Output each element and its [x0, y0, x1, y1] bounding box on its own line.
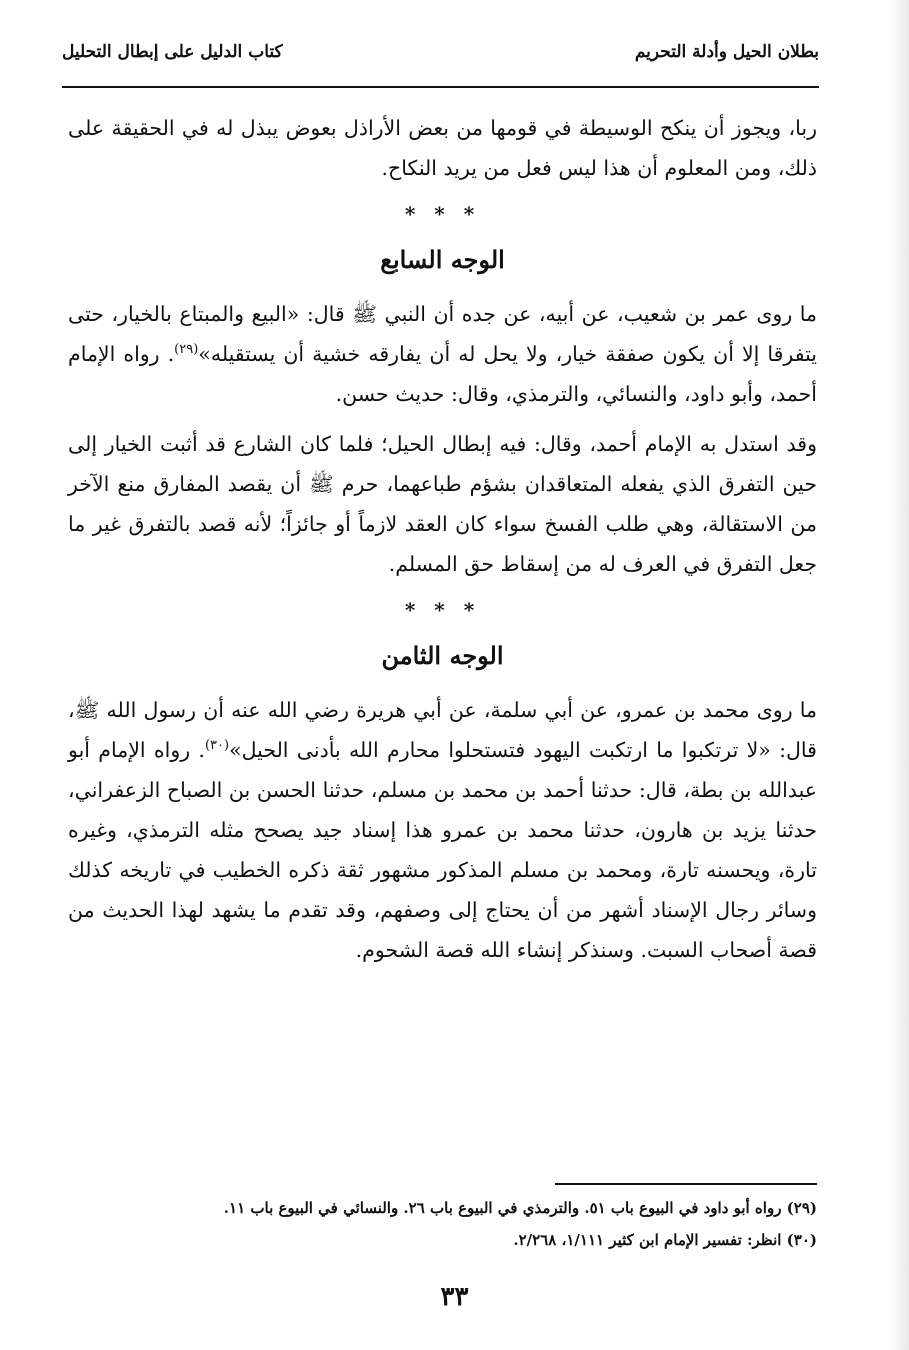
header-rule: [62, 86, 819, 88]
eighth-paragraph-1: [68, 690, 817, 970]
footnote-30: (٣٠) انظر: تفسير الإمام ابن كثير ١/١١١، ٢/٢٦٨.: [513, 1231, 817, 1249]
section-heading-seventh: الوجه السابع: [380, 245, 505, 274]
page-edge-shadow: [891, 0, 909, 1350]
main-text: [68, 108, 817, 970]
footnote-rule: [555, 1183, 817, 1185]
book-title: كتاب الدليل على إبطال التحليل: [62, 42, 283, 62]
hadith-source-30: . رواه الإمام أبو عبدالله بن بطة، قال: حدثنا أحمد بن محمد بن مسلم، حدثنا الحسن بن الصباح الزعفراني، حدثنا يزيد بن هارون، حدثنا محمد بن عمرو هذا إسناد جيد يصحح مثله الترمذي، وغيره تارة، ويحسنه تارة، ومحمد بن مسلم المذكور مشهور ثقة ذكره الخطيب في تاريخه كذلك وسائر رجال الإسناد أشهر من أن يحتاج إلى وصفهم، وقد تقدم ما يشهد لهذا الحديث من قصة أصحاب السبت. وسنذكر إنشاء الله قصة الشحوم.: [68, 738, 817, 962]
page-number: ٣٣: [440, 1282, 469, 1312]
footnotes: [80, 1192, 817, 1256]
footnote-ref-29[interactable]: (٢٩): [174, 342, 199, 358]
seventh-paragraph-1: [68, 294, 817, 414]
section-separator: * * *: [404, 202, 481, 226]
seventh-paragraph-2: وقد استدل به الإمام أحمد، وقال: فيه إبطال الحيل؛ فلما كان الشارع قد أثبت الخيار إلى حين التفرق الذي يفعله المتعاقدان بشؤم طباعهما، حرم ﷺ أن يقصد المفارق منع الآخر من الاستقالة، وهي طلب الفسخ سواء كان العقد لازماً أو جائزاً؛ لأنه قصد بالتفرق غير ما جعل التفرق في العرف له من إسقاط حق المسلم.: [68, 432, 817, 576]
section-heading-eighth: الوجه الثامن: [381, 641, 504, 670]
opening-paragraph: ربا، ويجوز أن ينكح الوسيطة في قومها من بعض الأراذل بعوض يبذل له في الحقيقة على ذلك، ومن المعلوم أن هذا ليس فعل من يريد النكاح.: [68, 116, 817, 180]
hadith-source-29: . رواه الإمام أحمد، وأبو داود، والنسائي، والترمذي، وقال: حديث حسن.: [68, 342, 817, 406]
footnote-ref-30[interactable]: (٣٠): [204, 738, 230, 754]
footnote-29: (٢٩) رواه أبو داود في البيوع باب ٥١. والترمذي في البيوع باب ٢٦. والنسائي في البيوع باب ١١.: [223, 1199, 817, 1217]
hadith-text-30: ما روى محمد بن عمرو، عن أبي سلمة، عن أبي هريرة رضي الله عنه أن رسول الله ﷺ، قال: «لا ترتكبوا ما ارتكبت اليهود فتستحلوا محارم الله بأدنى الحيل»: [68, 698, 817, 762]
chapter-title: بطلان الحيل وأدلة التحريم: [634, 42, 819, 62]
section-separator-2: * * *: [404, 598, 481, 622]
running-header: [62, 42, 819, 72]
hadith-text-29: ما روى عمر بن شعيب، عن أبيه، عن جده أن النبي ﷺ قال: «البيع والمبتاع بالخيار، حتى يتفرقا إلا أن يكون صفقة خيار، ولا يحل له أن يفارقه خشية أن يستقيله»: [68, 302, 818, 366]
